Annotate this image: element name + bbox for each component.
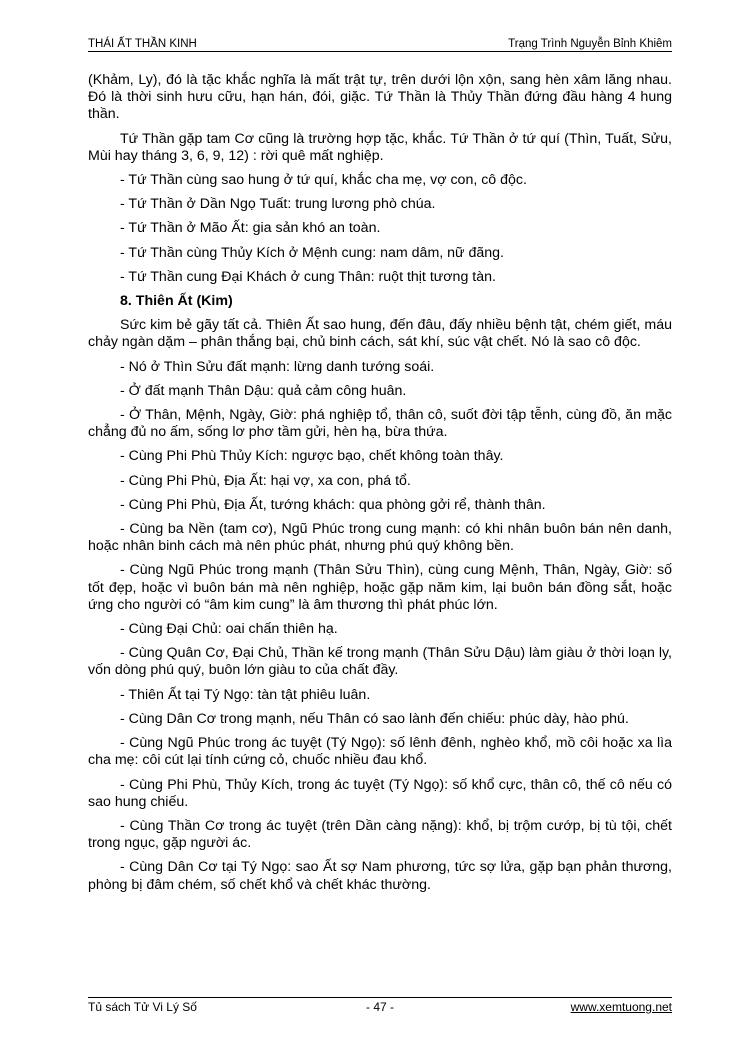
body-paragraph: - Tứ Thần ở Mão Ất: gia sản khó an toàn.	[120, 220, 381, 237]
header-divider	[88, 51, 672, 52]
page-header	[88, 32, 672, 50]
body-paragraph: - Cùng ba Nền (tam cơ), Ngũ Phúc trong cung mạnh: có khi nhân buôn bán nên danh, hoặc nhân binh cách mà nên phúc phát, nhưng phú quý không bền.	[88, 521, 672, 555]
page-footer	[88, 1000, 672, 1014]
body-paragraph: - Cùng Phi Phù Thủy Kích: ngược bạo, chết không toàn thây.	[120, 448, 504, 465]
header-author: Trạng Trình Nguyễn Bỉnh Khiêm	[508, 38, 672, 50]
body-paragraph: - Ở Thân, Mệnh, Ngày, Giờ: phá nghiệp tổ, thân cô, suốt đời tập tễnh, cùng đồ, ăn mặc chẳng đủ no ấm, sống lơ phơ tầm gửi, hèn hạ, bừa thứa.	[88, 407, 672, 441]
body-paragraph: - Cùng Phi Phù, Địa Ất: hại vợ, xa con, phá tổ.	[120, 472, 411, 489]
body-paragraph: Tứ Thần gặp tam Cơ cũng là trường hợp tặc, khắc. Tứ Thần ở tứ quí (Thìn, Tuất, Sửu, Mùi hay tháng 3, 6, 9, 12) : rời quê mất nghiệp.	[88, 130, 672, 164]
website-link[interactable]: www.xemtuong.net	[570, 1000, 672, 1014]
body-paragraph: - Nó ở Thìn Sửu đất mạnh: lừng danh tướng soái.	[120, 358, 435, 375]
page-number: - 47 -	[365, 1000, 394, 1014]
body-paragraph: - Cùng Đại Chủ: oai chấn thiên hạ.	[120, 621, 338, 638]
body-paragraph: Sức kim bẻ gãy tất cả. Thiên Ất sao hung, đến đâu, đấy nhiều bệnh tật, chém giết, máu chảy ngàn dặm – phân thắng bại, chủ binh cách, sát khí, súc vật chết. Nó là sao cô độc.	[88, 317, 672, 351]
body-paragraph: - Tứ Thần cung Đại Khách ở cung Thân: ruột thịt tương tàn.	[120, 268, 496, 285]
body-paragraph: - Cùng Ngũ Phúc trong mạnh (Thân Sửu Thìn), cùng cung Mệnh, Thân, Ngày, Giờ: số tốt đẹp, hoặc vì buôn bán mà nên nghiệp, hoặc gặp năm kim, lại buôn bán đồng sắt, hoặc ứng cho người có “âm kim cung” là âm thương thì phát phúc lớn.	[88, 562, 672, 613]
body-paragraph: - Tứ Thần cùng Thủy Kích ở Mệnh cung: nam dâm, nữ đãng.	[120, 244, 504, 261]
body-paragraph: - Cùng Ngũ Phúc trong ác tuyệt (Tý Ngọ): số lênh đênh, nghèo khổ, mồ côi hoặc xa lìa cha mẹ: côi cút lại tính cứng cỏ, chuốc nhiều đau khổ.	[88, 735, 672, 769]
body-paragraph: - Cùng Dân Cơ tại Tý Ngọ: sao Ất sợ Nam phương, tức sợ lửa, gặp bạn phản thương, phòng bị đâm chém, số chết khổ và chết khác thường.	[88, 859, 672, 893]
body-paragraph: - Cùng Phi Phù, Địa Ất, tướng khách: qua phòng gởi rể, thành thân.	[120, 496, 546, 513]
footer-divider	[88, 997, 672, 998]
body-paragraph: - Cùng Phi Phù, Thủy Kích, trong ác tuyệt (Tý Ngọ): số khổ cực, thân cô, thế cô nếu có sao hung chiếu.	[88, 776, 672, 810]
body-paragraph: - Cùng Quân Cơ, Đại Chủ, Thần kế trong mạnh (Thân Sửu Dậu) làm giàu ở thời loạn ly, vốn dòng phú quý, buôn lớn giàu to của chất đầy.	[88, 645, 672, 679]
body-paragraph: - Cùng Thần Cơ trong ác tuyệt (trên Dần càng nặng): khổ, bị trộm cướp, bị tù tội, chết trong ngục, gặp người ác.	[88, 817, 672, 852]
body-paragraph: - Tứ Thần cùng sao hung ở tứ quí, khắc cha mẹ, vợ con, cô độc.	[120, 172, 527, 189]
body-paragraph: - Cùng Dân Cơ trong mạnh, nếu Thân có sao lành đến chiếu: phúc dày, hào phú.	[120, 710, 629, 727]
section-heading: 8. Thiên Ất (Kim)	[120, 293, 233, 310]
body-paragraph: - Thiên Ất tại Tý Ngọ: tàn tật phiêu luân.	[120, 686, 371, 703]
header-title: THÁI ẤT THẦN KINH	[88, 38, 197, 50]
page-body	[88, 72, 672, 901]
footer-series: Tủ sách Tử Vi Lý Số	[88, 1000, 197, 1014]
body-paragraph: - Ở đất mạnh Thân Dậu: quả cảm công huân.	[120, 382, 407, 399]
body-paragraph: (Khảm, Ly), đó là tặc khắc nghĩa là mất trật tự, trên dưới lộn xộn, sang hèn xâm lăng nhau. Đó là thời sinh hưu cữu, hạn hán, đói, giặc. Tứ Thần là Thủy Thần đứng đầu hàng 4 hung thần.	[88, 72, 672, 123]
body-paragraph: - Tứ Thần ở Dần Ngọ Tuất: trung lương phò chúa.	[120, 196, 436, 213]
